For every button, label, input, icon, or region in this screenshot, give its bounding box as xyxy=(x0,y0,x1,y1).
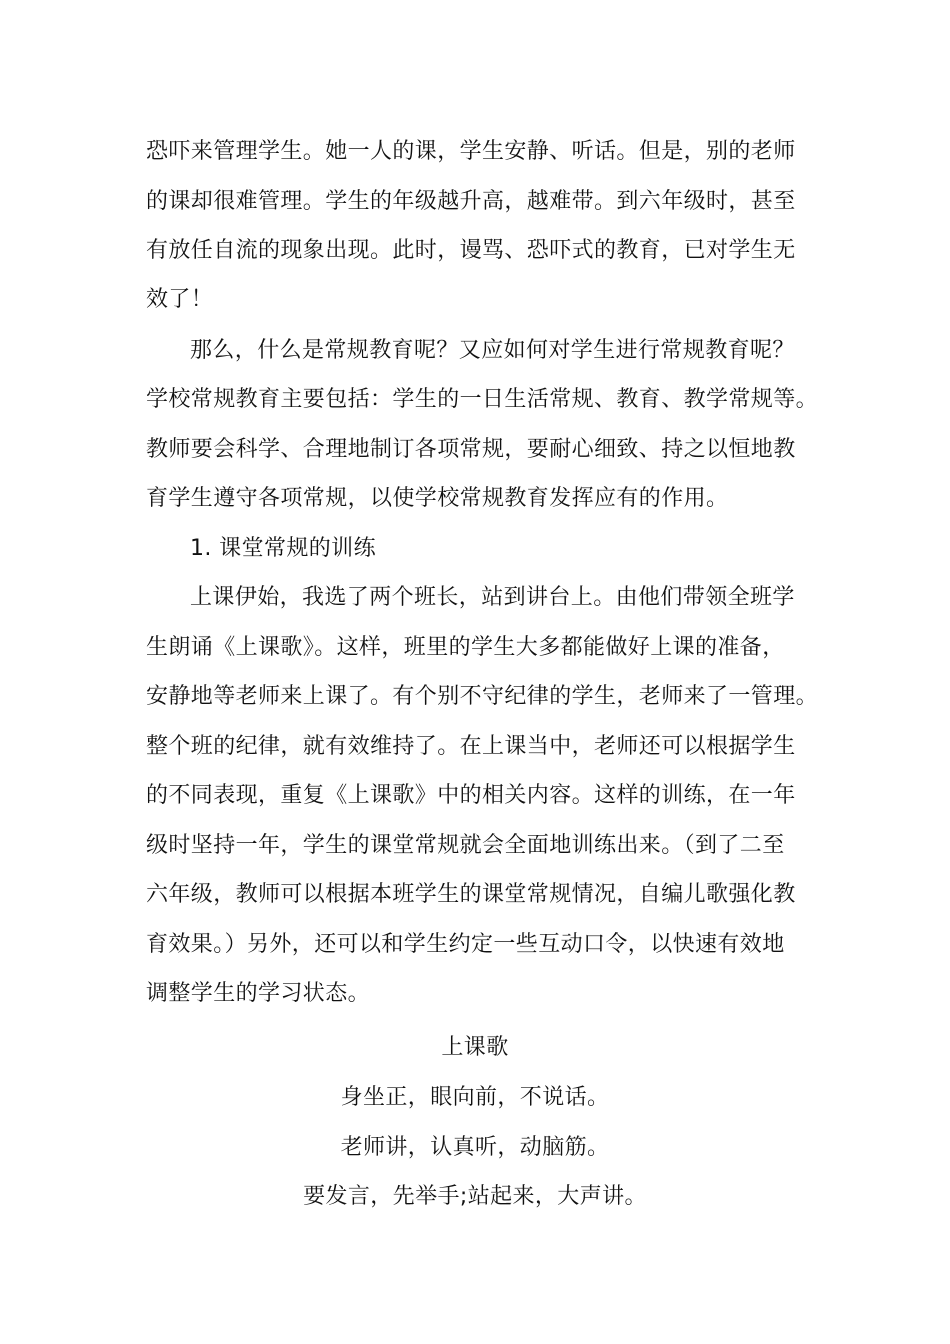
paragraph-line: 安静地等老师来上课了。有个别不守纪律的学生，老师来了一管理。 xyxy=(146,684,819,709)
paragraph-line: 育效果。）另外，还可以和学生约定一些互动口令，以快速有效地 xyxy=(146,932,785,957)
section-heading: 1. 课堂常规的训练 xyxy=(190,536,376,561)
paragraph-line: 恐吓来管理学生。她一人的课，学生安静、听话。但是，别的老师 xyxy=(146,139,796,164)
poem-line: 身坐正，眼向前，不说话。 xyxy=(340,1085,610,1110)
paragraph-line: 那么，什么是常规教育呢？又应如何对学生进行常规教育呢？ xyxy=(190,338,795,363)
poem-line: 老师讲，认真听，动脑筋。 xyxy=(340,1135,610,1160)
paragraph-line: 整个班的纪律，就有效维持了。在上课当中，老师还可以根据学生 xyxy=(146,734,796,759)
paragraph-line: 效了！ xyxy=(146,287,214,312)
paragraph-line: 学校常规教育主要包括：学生的一日生活常规、教育、教学常规等。 xyxy=(146,387,819,412)
paragraph-line: 育学生遵守各项常规，以使学校常规教育发挥应有的作用。 xyxy=(146,486,729,511)
paragraph-line: 六年级，教师可以根据本班学生的课堂常规情况，自编儿歌强化教 xyxy=(146,882,796,907)
paragraph-line: 级时坚持一年，学生的课堂常规就会全面地训练出来。（到了二至 xyxy=(146,833,785,858)
paragraph-line: 上课伊始，我选了两个班长，站到讲台上。由他们带领全班学 xyxy=(190,585,795,610)
paragraph-line: 生朗诵《上课歌》。这样，班里的学生大多都能做好上课的准备， xyxy=(146,635,785,660)
paragraph-line: 调整学生的学习状态。 xyxy=(146,981,371,1006)
poem-line: 要发言，先举手;站起来，大声讲。 xyxy=(303,1184,647,1209)
poem-title: 上课歌 xyxy=(441,1035,509,1060)
paragraph-line: 的不同表现，重复《上课歌》中的相关内容。这样的训练，在一年 xyxy=(146,783,796,808)
paragraph-line: 有放任自流的现象出现。此时，谩骂、恐吓式的教育，已对学生无 xyxy=(146,238,796,263)
paragraph-line: 教师要会科学、合理地制订各项常规，要耐心细致、持之以恒地教 xyxy=(146,437,796,462)
paragraph-line: 的课却很难管理。学生的年级越升高，越难带。到六年级时，甚至 xyxy=(146,189,796,214)
